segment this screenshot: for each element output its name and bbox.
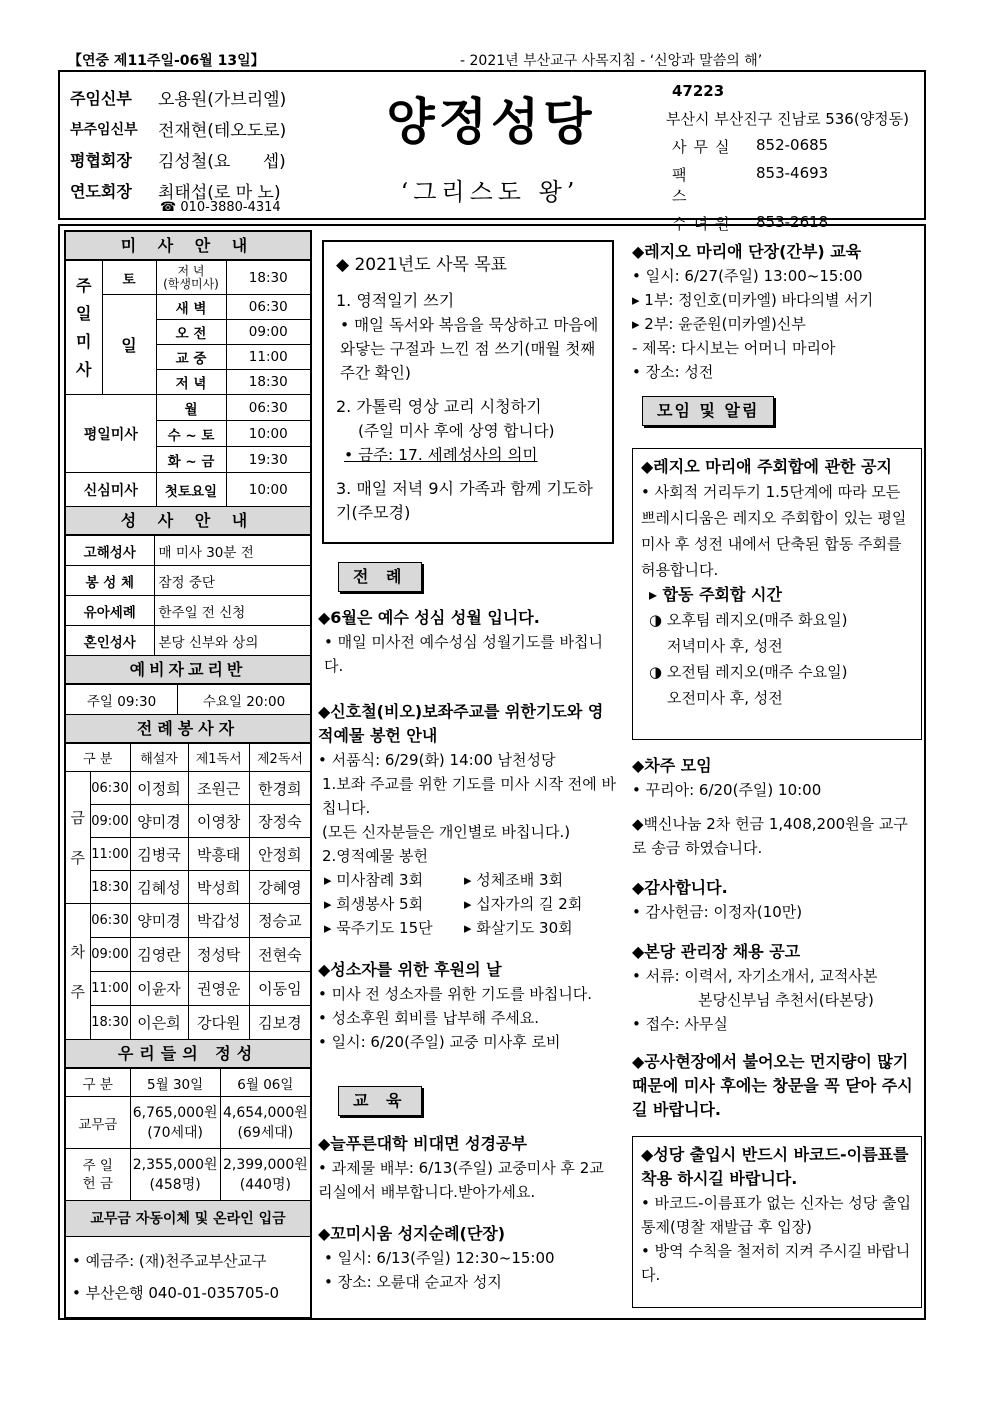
mass-slot: 저 녁: [156, 370, 226, 395]
mass-time: 06:30: [226, 395, 310, 421]
server-name: 박갑성: [188, 904, 249, 938]
server-name: 박성희: [188, 871, 249, 904]
staff-role: 부주임신부: [70, 121, 138, 138]
notice-text: (모든 신자분들은 개인별로 바칩니다.): [322, 823, 571, 841]
mass-slot: 화 ~ 금: [156, 447, 226, 473]
staff-role: 주임신부: [70, 89, 132, 108]
sat-evening-label: 저 녁: [177, 263, 205, 278]
notice-text: • 과제물 배부: 6/13(주일) 교중미사 후 2교리실에서 배부합니다.받아가세요.: [318, 1159, 604, 1201]
notice-text: • 장소: 오륜대 순교자 성지: [324, 1273, 502, 1291]
notice-text: • 바코드-이름표가 없는 신자는 성당 출입 통제(명찰 재발급 후 입장): [641, 1194, 911, 1236]
count: (69세대): [237, 1124, 294, 1141]
notice-text: ◑ 오후팀 레지오(매주 화요일): [649, 611, 848, 629]
offering-header: 5월 30일: [130, 1069, 220, 1097]
servers-table: [66, 743, 310, 1040]
motto: - 2021년 부산교구 사목지침 - ‘신앙과 말씀의 해’: [460, 53, 763, 69]
notice-title: ◆성소자를 위한 후원의 날: [318, 960, 502, 979]
contact-label: 팩스: [672, 166, 715, 205]
sacrament-title: 성 사 안 내: [66, 507, 310, 535]
mass-time: 11:00: [226, 345, 310, 370]
notice-text: 2.영적예물 봉헌: [322, 847, 429, 865]
server-name: 김보경: [249, 1006, 310, 1040]
staff-row: [70, 113, 330, 144]
mass-slot: 오 전: [156, 320, 226, 345]
count: (70세대): [147, 1124, 204, 1141]
pastoral-goals: [322, 240, 614, 544]
sacrament-name: 혼인성사: [66, 626, 154, 656]
notice-title: ◆감사합니다.: [632, 878, 728, 897]
church-name: 양정성당: [386, 92, 596, 151]
notice-title: ◆차주 모임: [632, 756, 712, 775]
notice-text: 1.보좌 주교를 위한 기도를 미사 시작 전에 바칩니다.: [322, 775, 617, 817]
notice-title: ◆공사현장에서 불어오는 먼지량이 많기 때문에 미사 후에는 창문을 꼭 닫아 주시길 바랍니다.: [632, 1052, 913, 1119]
contact-value: 852-0685: [756, 136, 829, 154]
goal-item: 1. 영적일기 쓰기: [336, 291, 455, 310]
count: (440명): [239, 1176, 291, 1193]
server-time: 11:00: [90, 972, 130, 1006]
next-week-label: [66, 904, 90, 1040]
notice-text: • 일시: 6/27(주일) 13:00~15:00: [632, 267, 863, 285]
server-name: 전현숙: [249, 938, 310, 972]
mass-time: 10:00: [226, 421, 310, 447]
notice-text: • 미사 전 성소자를 위한 기도를 바칩니다.: [318, 985, 593, 1003]
offering-kind: 교무금: [66, 1097, 130, 1149]
mass-slot: 수 ~ 토: [156, 421, 226, 447]
notice-text: • 장소: 성전: [632, 363, 714, 381]
notice-title: ◆신호철(비오)보좌주교를 위한기도와 영적예물 봉헌 안내: [318, 702, 604, 745]
sacrament-name: 고해성사: [66, 536, 154, 566]
mass-schedule-title: 미 사 안 내: [66, 232, 310, 260]
count: (458명): [149, 1176, 201, 1193]
server-name: 장정숙: [249, 805, 310, 838]
bulletin-header: [58, 70, 926, 233]
offering-amount: [220, 1097, 310, 1149]
notice-title: ◆레지오 마리애 단장(간부) 교육: [632, 242, 862, 261]
mass-slot: 첫토요일: [156, 473, 226, 507]
notice-text: • 감사헌금: 이정자(10만): [632, 903, 803, 921]
notice-text: • 꾸리아: 6/20(주일) 10:00: [632, 781, 822, 799]
server-name: 양미경: [130, 805, 188, 838]
server-name: 이영창: [188, 805, 249, 838]
notice-text: 본당신부님 추천서(타본당): [698, 991, 874, 1009]
goal-note: • 금주: 17. 세례성사의 의미: [344, 446, 538, 464]
mass-slot: 새 벽: [156, 295, 226, 320]
top-line: [60, 48, 926, 70]
staff-list: [70, 82, 330, 215]
staff-role: 평협회장: [70, 151, 132, 170]
mass-time: 06:30: [226, 295, 310, 320]
server-name: 이윤자: [130, 972, 188, 1006]
staff-row: [70, 144, 330, 175]
education-tag: 교 육: [338, 1086, 422, 1116]
server-name: 양미경: [130, 904, 188, 938]
notice-title: ◆본당 관리장 채용 공고: [632, 942, 801, 961]
contact-label: 사무실: [672, 138, 737, 156]
offering-header: 구 분: [66, 1069, 130, 1097]
contact-info: [666, 82, 928, 234]
church-patron: ‘그리스도 왕’: [400, 178, 580, 206]
servers-header: 제2독서: [249, 744, 310, 772]
sacrament-info: 본당 신부와 상의: [154, 626, 310, 656]
legio-training: [632, 240, 922, 426]
servers-header: 해설자: [130, 744, 188, 772]
general-notices: [632, 754, 922, 1122]
server-name: 이정희: [130, 772, 188, 805]
mass-time: 19:30: [226, 447, 310, 473]
notice-text: ▸ 2부: 윤준원(미카엘)신부: [632, 315, 806, 333]
offering-item: ▸ 묵주기도 15단: [324, 919, 433, 937]
notice-text: 오전미사 후, 성전: [667, 689, 783, 707]
notice-text: ◑ 오전팀 레지오(매주 수요일): [649, 663, 848, 681]
goal-desc: (주일 미사 후에 상영 합니다): [358, 422, 555, 440]
account-holder: • 예금주: (재)천주교부산교구: [72, 1252, 267, 1270]
server-time: 06:30: [90, 772, 130, 805]
saturday-evening: [156, 261, 226, 295]
liturgy-section: [318, 562, 618, 1054]
offering-table: [66, 1068, 310, 1201]
notice-title: ◆꼬미시움 성지순례(단장): [318, 1224, 506, 1243]
server-name: 김혜성: [130, 871, 188, 904]
sacrament-info: 한주일 전 신청: [154, 596, 310, 626]
next-week-text: 차주: [70, 942, 85, 1001]
servers-header: 제1독서: [188, 744, 249, 772]
servers-header: 구 분: [66, 744, 130, 772]
server-name: 이은희: [130, 1006, 188, 1040]
this-week-text: 금주: [70, 808, 85, 867]
catechism-table: [66, 684, 310, 715]
amount: 2,399,000원: [222, 1156, 308, 1173]
contact-value: 853-2618: [756, 213, 829, 231]
server-name: 한경희: [249, 772, 310, 805]
info-column: [64, 230, 312, 1319]
server-time: 06:30: [90, 904, 130, 938]
staff-row: [70, 82, 330, 113]
server-name: 정성탁: [188, 938, 249, 972]
offering-title: 우리들의 정성: [66, 1040, 310, 1068]
notice-text: • 일시: 6/13(주일) 12:30~15:00: [324, 1249, 555, 1267]
auto-transfer-title: 교무금 자동이체 및 온라인 입금: [66, 1201, 310, 1237]
notice-text: • 서류: 이력서, 자기소개서, 교적사본: [632, 967, 878, 985]
notice-title: ◆늘푸른대학 비대면 성경공부: [318, 1134, 527, 1153]
server-time: 18:30: [90, 1006, 130, 1040]
notice-text: ▸ 1부: 정인호(미카엘) 바다의별 서기: [632, 291, 874, 309]
zip-code: 47223: [672, 82, 725, 100]
staff-name: 전재현(테오도로): [158, 121, 287, 141]
notice-text: • 접수: 사무실: [632, 1015, 728, 1033]
notice-title: ◆성당 출입시 반드시 바코드-이름표를 착용 하시길 바랍니다.: [641, 1145, 909, 1188]
staff-name: 김성철(요 셉): [158, 152, 286, 172]
sacrament-table: [66, 535, 310, 656]
server-time: 11:00: [90, 838, 130, 871]
notice-text: - 제목: 다시보는 어머니 마리아: [632, 339, 836, 357]
contact-row: [666, 164, 928, 206]
sunday-mass-label-text: 주일미사: [76, 275, 92, 379]
server-name: 이동임: [249, 972, 310, 1006]
notice-text: • 방역 수칙을 철저히 지켜 주시길 바랍니다.: [641, 1242, 911, 1284]
notice-text: • 일시: 6/20(주일) 교중 미사후 로비: [318, 1033, 561, 1051]
notice-text: • 성소후원 회비를 납부해 주세요.: [318, 1009, 540, 1027]
server-name: 강다원: [188, 1006, 249, 1040]
mass-slot: 교 중: [156, 345, 226, 370]
education-section: [318, 1086, 618, 1294]
sacrament-info: 매 미사 30분 전: [154, 536, 310, 566]
account-number: • 부산은행 040-01-035705-0: [72, 1284, 280, 1302]
bulletin-body: [58, 224, 926, 1320]
offering-item: ▸ 십자가의 길 2회: [464, 895, 583, 913]
weekday-mass-label: 평일미사: [66, 395, 156, 473]
notice-text: • 서품식: 6/29(화) 14:00 남천성당: [318, 751, 556, 769]
notice-text: 저녁미사 후, 성전: [667, 637, 783, 655]
server-name: 김병국: [130, 838, 188, 871]
offering-kind: 주 일 헌 금: [66, 1149, 130, 1201]
this-week-label: [66, 772, 90, 904]
server-name: 조원근: [188, 772, 249, 805]
saturday-label: 토: [102, 261, 156, 295]
barcode-notice-box: [632, 1136, 922, 1308]
saturday-time: 18:30: [226, 261, 310, 295]
liturgy-tag: 전 례: [338, 562, 422, 592]
server-name: 안정희: [249, 838, 310, 871]
offering-header: 6월 06일: [220, 1069, 310, 1097]
notice-title: ◆레지오 마리애 주회합에 관한 공지: [641, 457, 892, 476]
servers-title: 전례봉사자: [66, 715, 310, 743]
contact-row: [666, 136, 928, 157]
amount: 6,765,000원: [132, 1104, 218, 1121]
server-name: 강혜영: [249, 871, 310, 904]
offering-amount: [220, 1149, 310, 1201]
catechism-wednesday: 수요일 20:00: [178, 685, 310, 715]
contact-value: 853-4693: [756, 164, 829, 182]
catechism-title: 예비자교리반: [66, 656, 310, 684]
mass-time: 09:00: [226, 320, 310, 345]
sacrament-info: 잠정 중단: [154, 566, 310, 596]
devotion-mass-label: 신심미사: [66, 473, 156, 507]
offering-item: ▸ 미사참례 3회: [324, 871, 424, 889]
goal-desc: • 매일 독서와 복음을 묵상하고 마음에 와닿는 구절과 느낀 점 쓰기(매월 첫째 주간 확인): [340, 316, 599, 382]
notice-subtitle: ▸ 합동 주회합 시간: [649, 585, 782, 604]
notice-tag: 모임 및 알림: [642, 396, 774, 426]
offering-amount: [130, 1097, 220, 1149]
mass-slot: 월: [156, 395, 226, 421]
staff-role: 연도회장: [70, 182, 132, 201]
server-time: 18:30: [90, 871, 130, 904]
sunday-label: 일: [102, 295, 156, 395]
offering-list: [318, 868, 618, 940]
goal-item: 3. 매일 저녁 9시 가족과 함께 기도하기(주모경): [336, 479, 593, 522]
sacrament-name: 봉 성 체: [66, 566, 154, 596]
mass-time: 18:30: [226, 370, 310, 395]
mass-time: 10:00: [226, 473, 310, 507]
week-label: 【연중 제11주일-06월 13일】: [68, 53, 265, 69]
notice-text: • 매일 미사전 예수성심 성월기도를 바칩니다.: [324, 633, 604, 675]
goal-item: 2. 가톨릭 영상 교리 시청하기: [336, 397, 542, 416]
contact-label: 수녀원: [672, 215, 737, 233]
notice-text: ◆백신나눔 2차 헌금 1,408,200원을 교구로 송금 하였습니다.: [632, 815, 908, 857]
staff-name: 최태섭(로 마 노): [158, 183, 281, 203]
sacrament-name: 유아세례: [66, 596, 154, 626]
amount: 4,654,000원: [222, 1104, 308, 1121]
staff-name: 오용원(가브리엘): [158, 90, 287, 110]
amount: 2,355,000원: [132, 1156, 218, 1173]
legio-notice-box: [632, 448, 922, 740]
mass-schedule-table: [66, 260, 310, 507]
server-name: 박흥태: [188, 838, 249, 871]
offering-amount: [130, 1149, 220, 1201]
offering-item: ▸ 희생봉사 5회: [324, 895, 424, 913]
server-name: 김영란: [130, 938, 188, 972]
server-time: 09:00: [90, 938, 130, 972]
server-name: 정승교: [249, 904, 310, 938]
sunday-mass-label: [66, 261, 102, 395]
server-name: 권영운: [188, 972, 249, 1006]
goals-title: ◆ 2021년도 사목 목표: [336, 255, 508, 275]
account-info: [66, 1237, 310, 1317]
catechism-sunday: 주일 09:30: [66, 685, 178, 715]
address: 부산시 부산진구 진남로 536(양정동): [666, 110, 910, 128]
phone-number: ☎ 010-3880-4314: [160, 200, 281, 215]
offering-item: ▸ 성체조배 3회: [464, 871, 564, 889]
offering-item: ▸ 화살기도 30회: [464, 919, 573, 937]
sat-evening-note: (학생미사): [163, 276, 219, 291]
server-time: 09:00: [90, 805, 130, 838]
notice-title: ◆6월은 예수 성심 성월 입니다.: [318, 608, 540, 627]
notice-text: • 사회적 거리두기 1.5단계에 따라 모든 쁘레시디움은 레지오 주회합이 있는 평일 미사 후 성전 내에서 단축된 합동 주회를 허용합니다.: [641, 483, 907, 579]
